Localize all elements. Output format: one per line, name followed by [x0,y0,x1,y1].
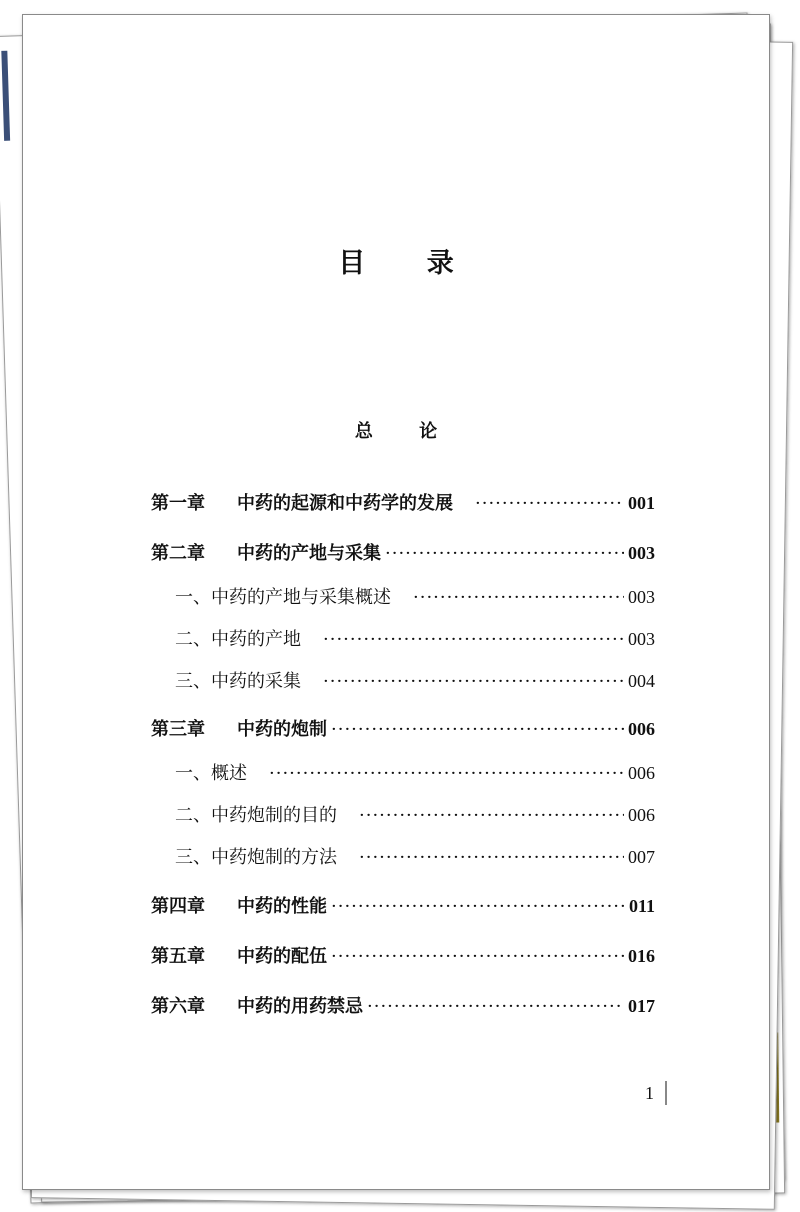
toc-chapter-6[interactable] [151,992,655,1018]
page-ref: 003 [628,543,655,563]
page-ref: 006 [628,719,655,739]
section-entry-title: 一、概述 [175,763,247,784]
chapter-number: 第四章 [151,896,205,917]
leader-dots [269,763,624,784]
leader-dots [359,805,624,826]
document-page [22,14,770,1190]
chapter-title: 中药的用药禁忌 [237,996,363,1017]
page-number-rule [665,1081,667,1105]
toc-chapter-5[interactable] [151,942,655,968]
chapter-number: 第三章 [151,719,205,740]
chapter-number: 第二章 [151,543,205,564]
chapter-number: 第六章 [151,996,205,1017]
page-ref: 006 [628,763,655,783]
toc-chapter-2[interactable] [151,539,655,565]
leader-dots [367,996,624,1017]
leader-dots [385,543,624,564]
toc-chapter-1[interactable] [151,489,655,515]
page-ref: 007 [628,847,655,867]
section-entry-title: 二、中药的产地 [175,629,301,650]
toc-section-2-3[interactable] [175,667,655,693]
toc-section-2-2[interactable] [175,625,655,651]
chapter-title: 中药的性能 [237,896,327,917]
page-ref: 017 [628,996,655,1016]
section-entry-title: 三、中药的采集 [175,671,301,692]
toc-section-3-2[interactable] [175,801,655,827]
chapter-number: 第五章 [151,946,205,967]
toc-section-3-1[interactable] [175,759,655,785]
leader-dots [323,671,624,692]
page-ref: 006 [628,805,655,825]
toc-chapter-3[interactable] [151,715,655,741]
leader-dots [475,493,624,514]
toc-chapter-4[interactable] [151,892,655,918]
leader-dots [359,847,624,868]
toc-title: 目 录 [338,248,480,279]
section-title: 总 论 [354,421,458,442]
page-ref: 011 [628,896,655,916]
page-ref: 003 [628,629,655,649]
leader-dots [413,587,624,608]
chapter-title: 中药的炮制 [237,719,327,740]
page-number: 1 [645,1083,654,1103]
page-ref: 016 [628,946,655,966]
section-entry-title: 一、中药的产地与采集概述 [175,587,391,608]
chapter-title: 中药的产地与采集 [237,543,381,564]
page-ref: 001 [628,493,655,513]
section-entry-title: 三、中药炮制的方法 [175,847,337,868]
leader-dots [331,896,625,917]
toc-section-2-1[interactable] [175,583,655,609]
chapter-title: 中药的起源和中药学的发展 [237,493,453,514]
leader-dots [331,946,624,967]
leader-dots [331,719,624,740]
toc-section-3-3[interactable] [175,843,655,869]
section-entry-title: 二、中药炮制的目的 [175,805,337,826]
page-ref: 004 [628,671,655,691]
chapter-title: 中药的配伍 [237,946,327,967]
page-ref: 003 [628,587,655,607]
chapter-number: 第一章 [151,493,205,514]
leader-dots [323,629,624,650]
